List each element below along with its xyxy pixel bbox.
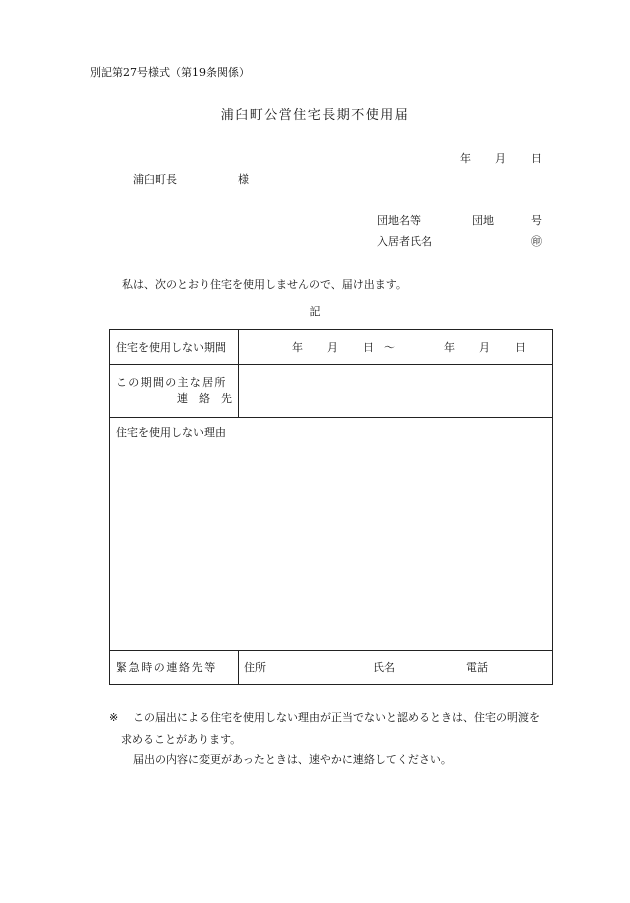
addressee-honorific: 様 xyxy=(238,173,249,186)
period-label: 住宅を使用しない期間 xyxy=(116,341,226,354)
addressee-name: 浦臼町長 xyxy=(133,173,177,186)
unit-number-suffix: 号 xyxy=(531,214,542,227)
note-line-2: 求めることがあります。 xyxy=(121,733,242,746)
note-mark: ※ xyxy=(109,711,119,724)
emergency-contact-label: 緊急時の連絡先等 xyxy=(116,661,217,674)
emergency-name-label: 氏名 xyxy=(373,661,395,674)
form-number: 別記第27号様式（第19条関係） xyxy=(90,66,250,79)
page-title: 浦臼町公営住宅長期不使用届 xyxy=(220,108,410,123)
seal-mark: ㊞ xyxy=(531,235,542,248)
statement-text: 私は、次のとおり住宅を使用しませんので、届け出ます。 xyxy=(122,278,407,291)
period-from-year: 年 xyxy=(292,341,303,354)
date-year-label: 年 xyxy=(460,152,471,165)
note-line-1: この届出による住宅を使用しない理由が正当でないと認めるときは、住宅の明渡を xyxy=(133,711,540,724)
reason-label: 住宅を使用しない理由 xyxy=(116,426,226,439)
residence-label-line2: 連 絡 先 xyxy=(177,392,232,405)
reason-field[interactable] xyxy=(111,442,551,648)
period-separator: ～ xyxy=(384,341,395,354)
form-table xyxy=(109,329,553,685)
period-field[interactable] xyxy=(239,331,551,363)
complex-name-label: 団地名等 xyxy=(377,214,421,227)
ki-mark: 記 xyxy=(309,305,321,318)
residence-field[interactable] xyxy=(239,365,551,416)
resident-name-label: 入居者氏名 xyxy=(377,235,432,248)
emergency-contact-field[interactable] xyxy=(239,651,551,683)
emergency-address-label: 住所 xyxy=(244,661,266,674)
period-from-day: 日 xyxy=(363,341,374,354)
date-day-label: 日 xyxy=(531,152,542,165)
date-month-label: 月 xyxy=(495,152,506,165)
complex-suffix: 団地 xyxy=(472,214,494,227)
emergency-phone-label: 電話 xyxy=(466,661,488,674)
residence-label-line1: この期間の主な居所 xyxy=(116,376,227,389)
table-divider xyxy=(110,417,552,418)
period-to-year: 年 xyxy=(444,341,455,354)
period-from-month: 月 xyxy=(327,341,338,354)
note-line-3: 届出の内容に変更があったときは、速やかに連絡してください。 xyxy=(133,753,452,766)
period-to-month: 月 xyxy=(479,341,490,354)
period-to-day: 日 xyxy=(515,341,526,354)
